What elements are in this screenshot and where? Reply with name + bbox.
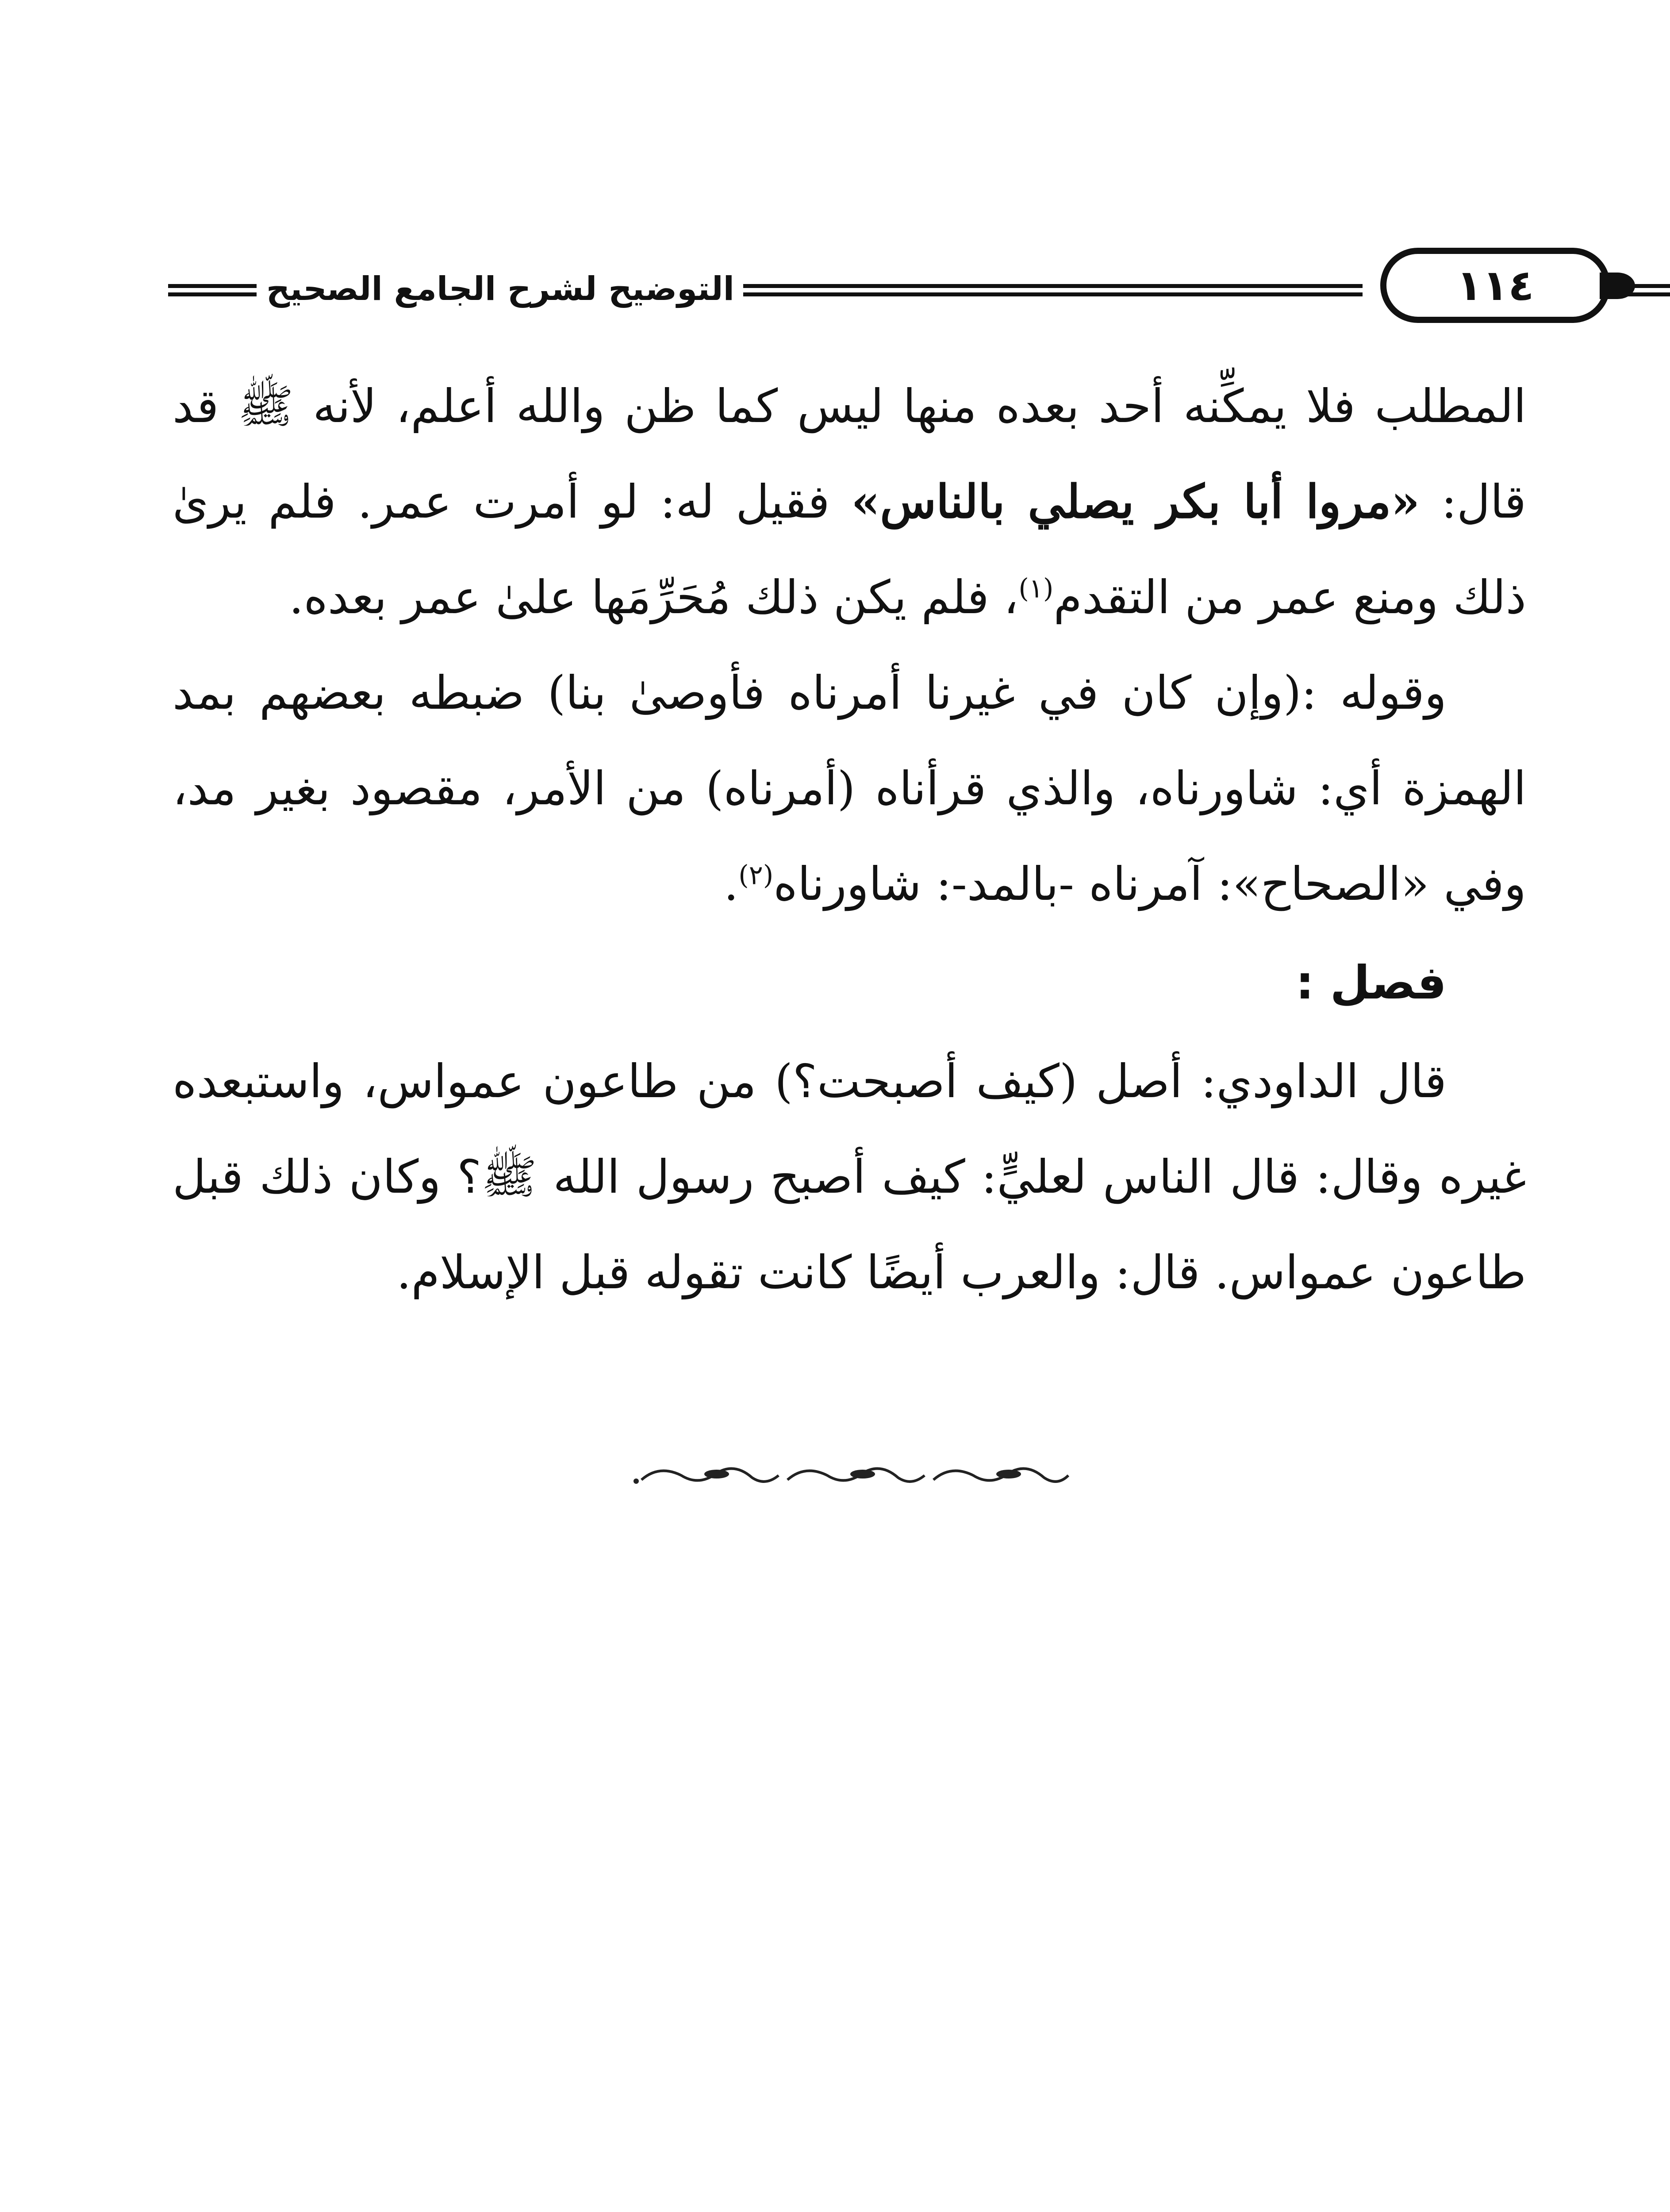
paragraph-2 xyxy=(173,645,1526,932)
section-heading: فصل : xyxy=(1295,956,1447,1010)
ornament-divider-icon xyxy=(633,1460,1075,1491)
header-rule-left xyxy=(168,284,257,296)
paragraph-3: قال الداودي: أصل (كيف أصبحت؟) من طاعون عمواس، واستبعده غيره وقال: قال الناس لعليٍّ: كيف أصبح رسول الله ﷺ؟ وكان ذلك قبل طاعون عمواس. قال: والعرب أيضًا كانت تقوله قبل الإسلام. xyxy=(173,1054,1526,1299)
footnote-ref-1[interactable]: (١) xyxy=(1018,573,1054,604)
paragraph-2-end: . xyxy=(724,857,739,911)
paragraph-2-text: وقوله :(وإن كان في غيرنا أمرناه فأوصىٰ بنا) ضبطه بعضهم بمد الهمزة أي: شاورناه، والذي قرأناه (أمرناه) من الأمر، مقصود بغير مد، وفي «الصحاح»: آمرناه -بالمد-: شاورناه xyxy=(173,666,1526,911)
paragraph-1-end: ، فلم يكن ذلك مُحَرِّمَها علىٰ عمر بعده. xyxy=(289,570,1019,624)
header-title: التوضيح لشرح الجامع الصحيح xyxy=(266,270,734,308)
hadith-quote: «مروا أبا بكر يصلي بالناس» xyxy=(851,474,1420,529)
paragraph-1-continuation: فقيل له: لو أمرت عمر. فلم يرىٰ ذلك ومنع عمر من التقدم xyxy=(173,475,1526,624)
running-header xyxy=(168,248,1534,327)
footnote-ref-2[interactable]: (٢) xyxy=(738,860,774,891)
paragraph-1 xyxy=(173,358,1526,645)
header-rule-right xyxy=(1628,284,1670,296)
header-rule-middle xyxy=(743,284,1363,296)
page-number: ١١٤ xyxy=(1380,248,1610,323)
paragraph-1-text: المطلب فلا يمكِّنه أحد بعده منها ليس كما ظن والله أعلم، لأنه ﷺ قد قال: xyxy=(173,379,1526,529)
main-text xyxy=(173,358,1526,1320)
